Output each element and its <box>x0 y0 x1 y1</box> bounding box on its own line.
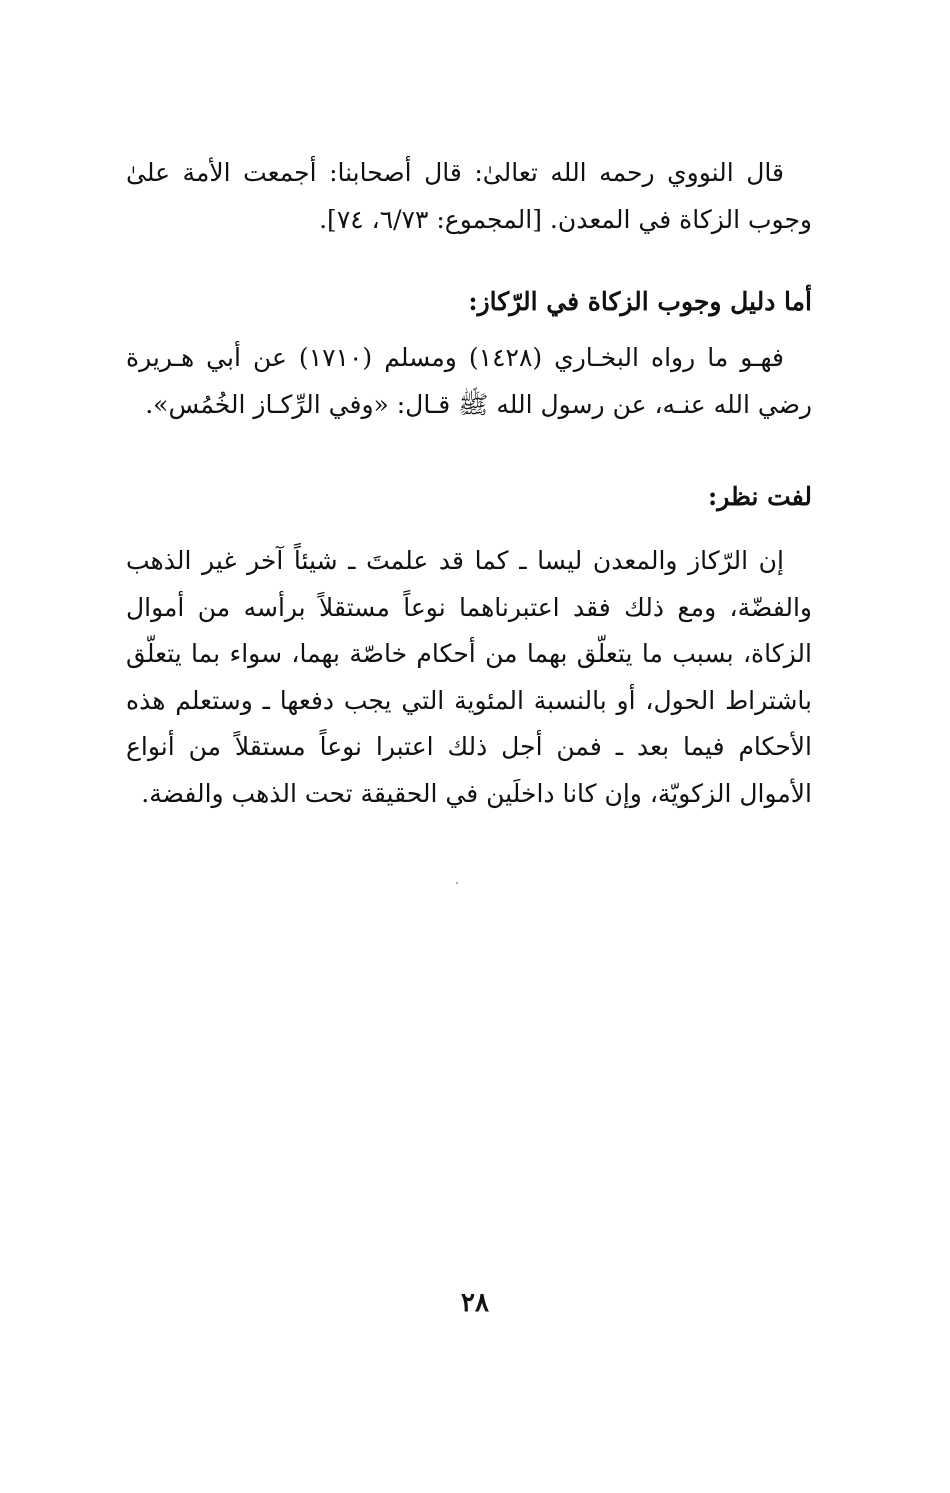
note-paragraph: إن الرّكاز والمعدن ليسا ـ كما قد علمتَ ـ شيئاً آخر غير الذهب والفضّة، ومع ذلك فقد اعتبرناهما نوعاً مستقلاً برأسه من أموال الزكاة، بسبب ما يتعلّق بهما من أحكام خاصّة بهما، سواء بما يتعلّق باشتراط الحول، أو بالنسبة المئوية التي يجب دفعها ـ وستعلم هذه الأحكام فيما بعد ـ فمن أجل ذلك اعتبرا نوعاً مستقلاً من أنواع الأموال الزكويّة، وإن كانا داخلَين في الحقيقة تحت الذهب والفضة. <box>126 546 812 808</box>
stray-dot <box>456 882 458 884</box>
nawawi-quote-paragraph: قال النووي رحمه الله تعالىٰ: قال أصحابنا: أجمعت الأمة علىٰ وجوب الزكاة في المعدن. [المجموع: ٦/٧٣، ٧٤]. <box>126 158 812 234</box>
page-number: ٢٨ <box>461 1288 489 1318</box>
rikaz-evidence-paragraph: فهـو ما رواه البخـاري (١٤٢٨) ومسلم (١٧١٠) عن أبي هـريرة رضي الله عنـه، عن رسول الله ﷺ قـال: «وفي الرِّكـاز الخُمُس». <box>126 343 812 419</box>
page-body <box>126 150 812 817</box>
rikaz-evidence-heading: أما دليل وجوب الزكاة في الرّكاز: <box>468 287 812 316</box>
note-heading: لفت نظر: <box>707 482 812 511</box>
